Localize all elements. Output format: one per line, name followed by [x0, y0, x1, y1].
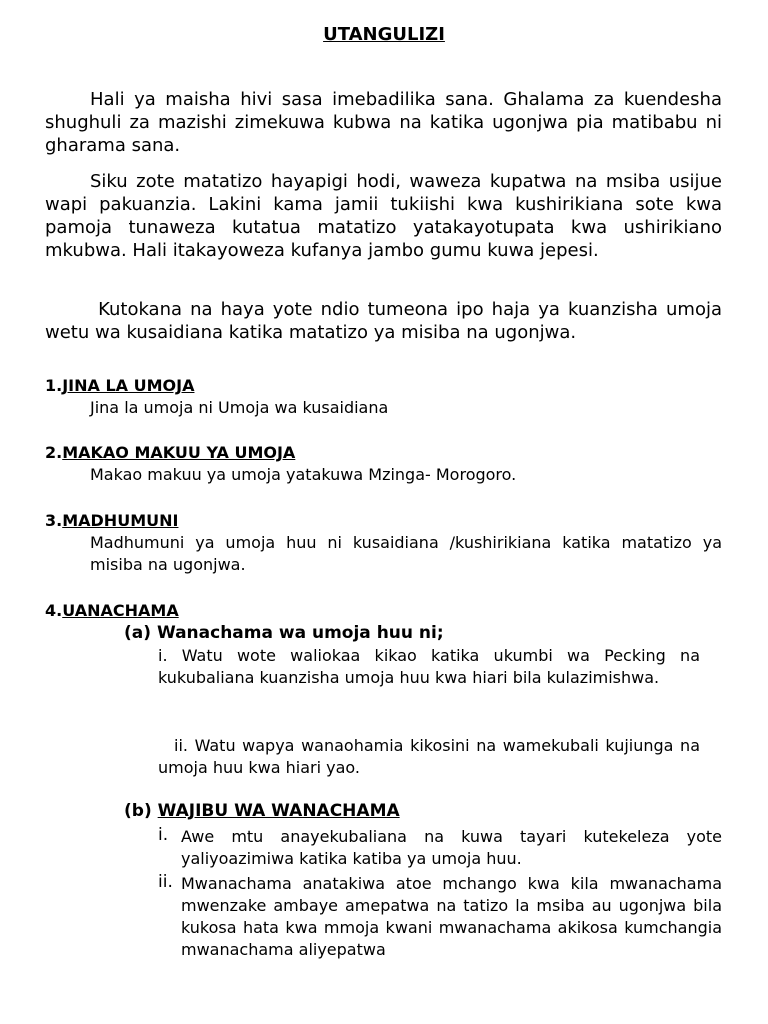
- subsection-a-title: Wanachama wa umoja huu ni;: [156, 623, 444, 643]
- subsection-b-heading: [124, 801, 400, 821]
- section-4-number: 4.: [45, 601, 63, 620]
- intro-paragraph-2-text: Siku zote matatizo hayapigi hodi, waweza kupatwa na msiba usijue wapi pakuanzia. Lakini kama jamii tukiishi kwa kushirikiana sote kwa pamoja tunaweza kutatua matatizo yatakayotupata kwa ushirikiano mkubwa. Hali itakayoweza kufanya jambo gumu kuwa jepesi.: [45, 171, 722, 261]
- section-2-text: Makao makuu ya umoja yatakuwa Mzinga- Morogoro.: [90, 465, 517, 484]
- intro-paragraph-1-text: Hali ya maisha hivi sasa imebadilika sana. Ghalama za kuendesha shughuli za mazishi zimekuwa kubwa na katika ugonjwa pia matibabu ni gharama sana.: [45, 89, 722, 156]
- section-4-title: UANACHAMA: [62, 601, 179, 620]
- subsection-b-item-i-number: i.: [158, 825, 169, 845]
- section-1-title: JINA LA UMOJA: [62, 376, 195, 395]
- intro-paragraph-3-text: Kutokana na haya yote ndio tumeona ipo haja ya kuanzisha umoja wetu wa kusaidiana katika matatizo ya misiba na ugonjwa.: [45, 299, 722, 343]
- section-1-number: 1.: [45, 376, 63, 395]
- intro-paragraph-1: [45, 88, 722, 157]
- document-title: UTANGULIZI: [323, 24, 445, 45]
- section-3-text: Madhumuni ya umoja huu ni kusaidiana /kushirikiana katika matatizo ya misiba na ugonjwa.: [90, 533, 722, 574]
- subsection-b-title: WAJIBU WA WANACHAMA: [157, 801, 400, 821]
- section-1-heading: [45, 376, 194, 395]
- subsection-a-heading: [124, 623, 444, 643]
- subsection-a-label: (a): [124, 623, 152, 643]
- section-1-text: Jina la umoja ni Umoja wa kusaidiana: [90, 398, 389, 417]
- subsection-b-item-i: Awe mtu anayekubaliana na kuwa tayari kutekeleza yote yaliyoazimiwa katika katiba ya umoja huu.: [181, 827, 722, 868]
- section-2-heading: [45, 443, 295, 462]
- section-2-title: MAKAO MAKUU YA UMOJA: [62, 443, 296, 462]
- intro-paragraph-3: [45, 298, 722, 344]
- subsection-a-item-i: i. Watu wote waliokaa kikao katika ukumbi wa Pecking na kukubaliana kuanzisha umoja huu kwa hiari bila kulazimishwa.: [158, 646, 700, 687]
- section-3-title: MADHUMUNI: [62, 511, 179, 530]
- intro-paragraph-2: [45, 170, 722, 262]
- section-3-number: 3.: [45, 511, 63, 530]
- section-4-heading: [45, 601, 179, 620]
- subsection-a-item-ii: ii. Watu wapya wanaohamia kikosini na wamekubali kujiunga na umoja huu kwa hiari yao.: [158, 736, 700, 777]
- subsection-b-item-ii: Mwanachama anatakiwa atoe mchango kwa kila mwanachama mwenzake ambaye amepatwa na tatizo la msiba au ugonjwa bila kukosa hata kwa mmoja kwani mwanachama akikosa kumchangia mwanachama aliyepatwa: [181, 874, 722, 959]
- subsection-b-item-ii-number: ii.: [158, 872, 173, 892]
- section-3-heading: [45, 511, 178, 530]
- section-2-number: 2.: [45, 443, 63, 462]
- subsection-b-label: (b): [124, 801, 152, 821]
